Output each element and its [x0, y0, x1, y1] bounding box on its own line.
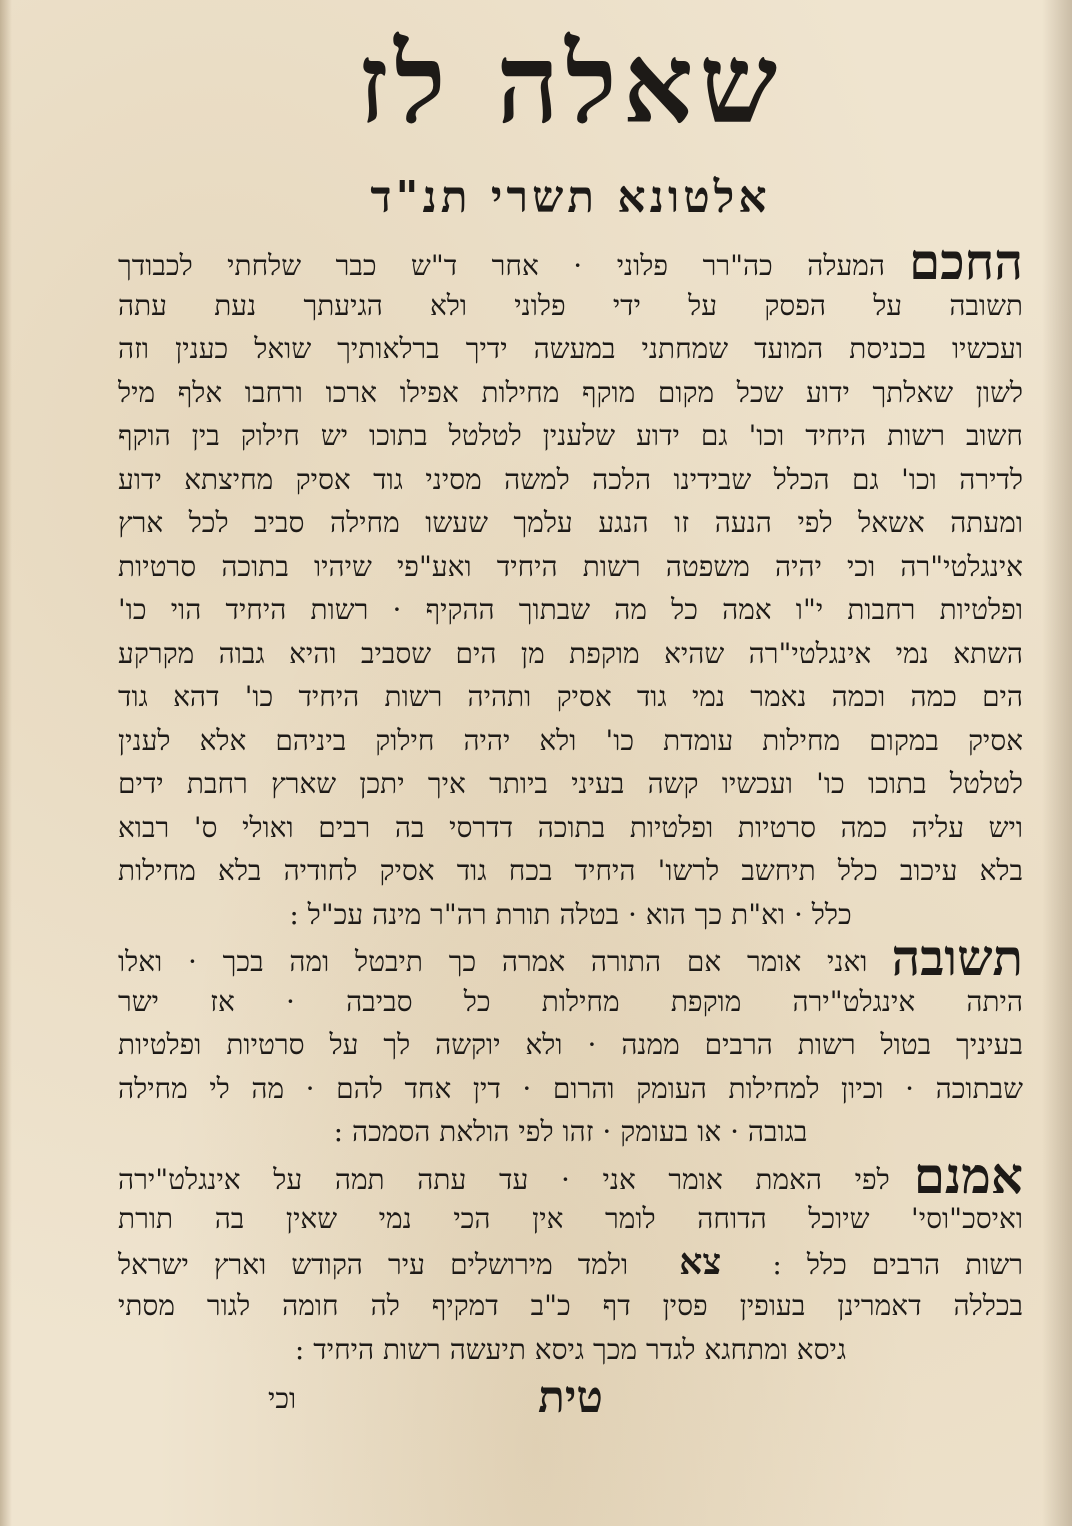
text-line [118, 1197, 1023, 1241]
section-closing: כלל · וא"ת כך הוא · בטלה תורת רה"ר מינה עכ"ל : [289, 897, 852, 931]
body-text [118, 240, 1023, 1371]
line-text: בעיניך בטול רשות הרבים ממנה · ולא יוקשה לך על סרטיות ופלטיות [118, 1028, 1023, 1061]
text-line [118, 980, 1023, 1024]
text-line [118, 284, 1023, 328]
text-line [118, 458, 1023, 502]
line-text: היתה אינגלט"ירה מוקפת מחילות כל סביבה · אז ישר [118, 984, 1023, 1018]
line-text: המעלה כה"רר פלוני · אחר ד"ש כבר שלחתי לכבודך [118, 249, 885, 282]
text-line [118, 1154, 1023, 1198]
text-line [118, 1241, 1023, 1285]
third-section [118, 1154, 1023, 1372]
text-line [118, 327, 1023, 371]
line-text: אסיק במקום מחילות עומדת כו' ולא יהיה חילוק ביניהם אלא לענין [118, 723, 1023, 757]
line-text: ואני אומר אם התורה אמרה כך תיבטל ומה בכך · ואלו [118, 945, 868, 978]
line-text: שבתוכה · וכיון למחילות העומק והרום · דין אחד להם · מה לי מחילה [118, 1071, 1023, 1105]
text-line [118, 1067, 1023, 1111]
text-line [118, 588, 1023, 632]
page-edge-left [0, 0, 12, 1526]
line-text: חשוב רשות היחיד וכו' גם ידוע שלענין לטלטל בתוכו יש חילוק בין הוקף [118, 419, 1023, 452]
text-line [118, 806, 1023, 850]
text-line [118, 849, 1023, 893]
section-closing: גיסא ומתחגא לגדר מכך גיסא תיעשה רשות היחיד : [294, 1332, 847, 1366]
text-line [118, 762, 1023, 806]
section-opener: תשובה [891, 936, 1023, 980]
page-edge-right [1042, 0, 1072, 1526]
line-start: רשות הרבים כלל : [772, 1247, 1023, 1281]
line-text: לדירה וכו' גם הכלל שבידינו הלכה למשה מסיני גוד אסיק מחיצתא ידוע [118, 462, 1023, 496]
section-mark: צא [679, 1240, 722, 1283]
line-text: ויש עליה כמה סרטיות ופלטיות בתוכה דדרסי בה רבים ואולי ס' רבוא [118, 810, 1023, 844]
line-text: ומעתה אשאל לפי הנעה זו הנגע עלמך שעשו מחילה סביב לכל ארץ [118, 506, 1023, 539]
text-line [118, 371, 1023, 415]
section-opener: אמנם [913, 1153, 1023, 1197]
line-text: בלא עיכוב כלל תיחשב לרשו' היחיד בכח גוד אסיק לחודיה בלא מחילות [118, 854, 1023, 887]
line-text: ופלטיות רחבות י"ו אמה כל מה שבתוך ההקיף · רשות היחיד הוי כו' [118, 593, 1023, 626]
section-closing: בגובה · או בעומק · זהו לפי הולאת הסמכה : [333, 1115, 808, 1148]
book-page [118, 0, 1023, 1526]
line-text: אינגלטי"רה וכי יהיה משפטה רשות היחיד ואע"פי שיהיו בתוכה סרטיות [118, 549, 1023, 583]
line-text: ואיסכ"וסי' שיוכל הדוחה לומר אין הכי נמי שאין בה תורת [118, 1202, 1023, 1235]
signature-mark: טית [538, 1372, 603, 1423]
catchword: וכי [268, 1382, 297, 1415]
line-text: הים כמה וכמה נאמר נמי גוד אסיק ותהיה רשות היחיד כו' דהא גוד [118, 680, 1023, 713]
answer-section [118, 936, 1023, 1154]
text-line [118, 936, 1023, 980]
text-line [118, 719, 1023, 763]
text-line: בכללה דאמרינן בעופין פסין דף כ"ב דמקיף לה חומה לגור מסתי [118, 1289, 1023, 1322]
section-opener: החכם [909, 240, 1023, 284]
line-text: השתא נמי אינגלטי"רה שהיא מוקפת מן הים שסביב והיא גבוה מקרקע [118, 636, 1023, 670]
line-end: ולמד מירושלים עיר הקודש וארץ ישראל [118, 1247, 629, 1281]
text-line [118, 501, 1023, 545]
page-title: שאלה לז [357, 19, 784, 148]
text-line [118, 545, 1023, 589]
line-text: לפי האמת אומר אני · עד עתה תמה על אינגלט"ירה [118, 1162, 890, 1196]
line-text: ועכשיו בכניסת המועד שמחתני במעשה ידיך ברלאותיך שואל כענין וזה [118, 332, 1023, 365]
line-text: לשון שאלתך ידוע שכל מקום מוקף מחילות אפילו ארכו ורחבו אלף מיל [118, 375, 1023, 409]
line-text: תשובה על הפסק על ידי פלוני ולא הגיעתך נעת עתה [118, 288, 1023, 322]
text-line [118, 414, 1023, 458]
page-subtitle: אלטונא תשרי תנ"ד [370, 172, 771, 223]
running-head [118, 0, 1023, 4]
question-section [118, 240, 1023, 936]
line-text: לטלטל בתוכו כו' ועכשיו קשה בעיני ביותר איך יתכן שארץ רחבת ידים [118, 767, 1023, 800]
page-footer [118, 1372, 1023, 1422]
text-line [118, 675, 1023, 719]
text-line [118, 632, 1023, 676]
text-line [118, 240, 1023, 284]
text-line [118, 1023, 1023, 1067]
